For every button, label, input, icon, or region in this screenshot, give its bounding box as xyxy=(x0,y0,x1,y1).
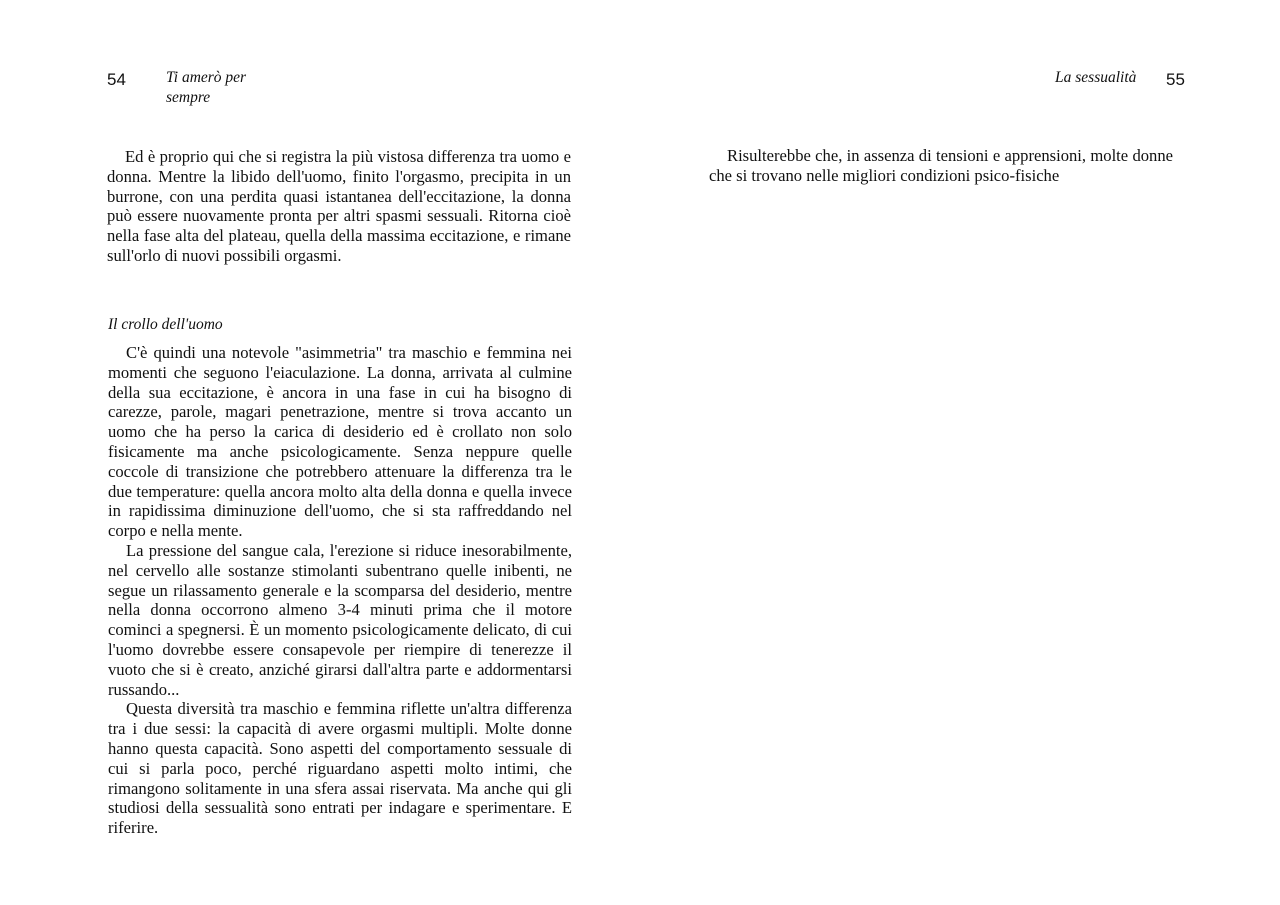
right-page-number: 55 xyxy=(1166,70,1185,89)
section-paragraph-3: Questa diversità tra maschio e femmina riflette un'altra differenza tra i due sessi: la capacità di avere orgasmi multipli. Molte donne hanno questa capacità. Sono aspetti del comportamento sessuale di cui si parla poco, perché riguardano aspetti molto intimi, che rimangono solitamente in una sfera assai riservata. Ma anche qui gli studiosi della sessualità sono entrati per indagare e sperimentare. E riferire. xyxy=(108,699,572,838)
right-text-block xyxy=(709,146,1173,186)
left-intro-block xyxy=(107,147,571,266)
left-running-title: Ti amerò per sempre xyxy=(166,69,247,106)
left-section-block xyxy=(108,343,572,838)
right-running-title: La sessualità xyxy=(1055,69,1137,86)
right-paragraph: Risulterebbe che, in assenza di tensioni e apprensioni, molte donne che si trovano nelle migliori condizioni psico-fisiche xyxy=(709,146,1173,185)
section-heading: Il crollo dell'uomo xyxy=(108,316,223,333)
left-page-number: 54 xyxy=(107,70,126,89)
section-paragraph-1: C'è quindi una notevole "asimmetria" tra maschio e femmina nei momenti che seguono l'eiaculazione. La donna, arrivata al culmine della sua eccitazione, è ancora in una fase in cui ha bisogno di carezze, parole, magari penetrazione, mentre si trova accanto un uomo che ha perso la carica di desiderio ed è crollato non solo fisicamente ma anche psicologicamente. Senza neppure quelle coccole di transizione che potrebbero attenuare la differenza tra le due temperature: quella ancora molto alta della donna e quella invece in rapidissima diminuzione dell'uomo, che si sta raffreddando nel corpo e nella mente. xyxy=(108,343,572,541)
intro-paragraph: Ed è proprio qui che si registra la più vistosa differenza tra uomo e donna. Mentre la libido dell'uomo, finito l'orgasmo, precipita in un burrone, con una perdita quasi istantanea dell'eccitazione, la donna può essere nuovamente pronta per altri spasmi sessuali. Ritorna cioè nella fase alta del plateau, quella della massima eccitazione, e rimane sull'orlo di nuovi possibili orgasmi. xyxy=(107,147,571,265)
section-paragraph-2: La pressione del sangue cala, l'erezione si riduce inesorabilmente, nel cervello alle sostanze stimolanti subentrano quelle inibenti, ne segue un rilassamento generale e la scomparsa del desiderio, mentre nella donna occorrono almeno 3-4 minuti prima che il motore cominci a spegnersi. È un momento psicologicamente delicato, di cui l'uomo dovrebbe essere consapevole per riempire di tenerezze il vuoto che si è creato, anziché girarsi dall'altra parte e addormentarsi russando... xyxy=(108,540,572,699)
